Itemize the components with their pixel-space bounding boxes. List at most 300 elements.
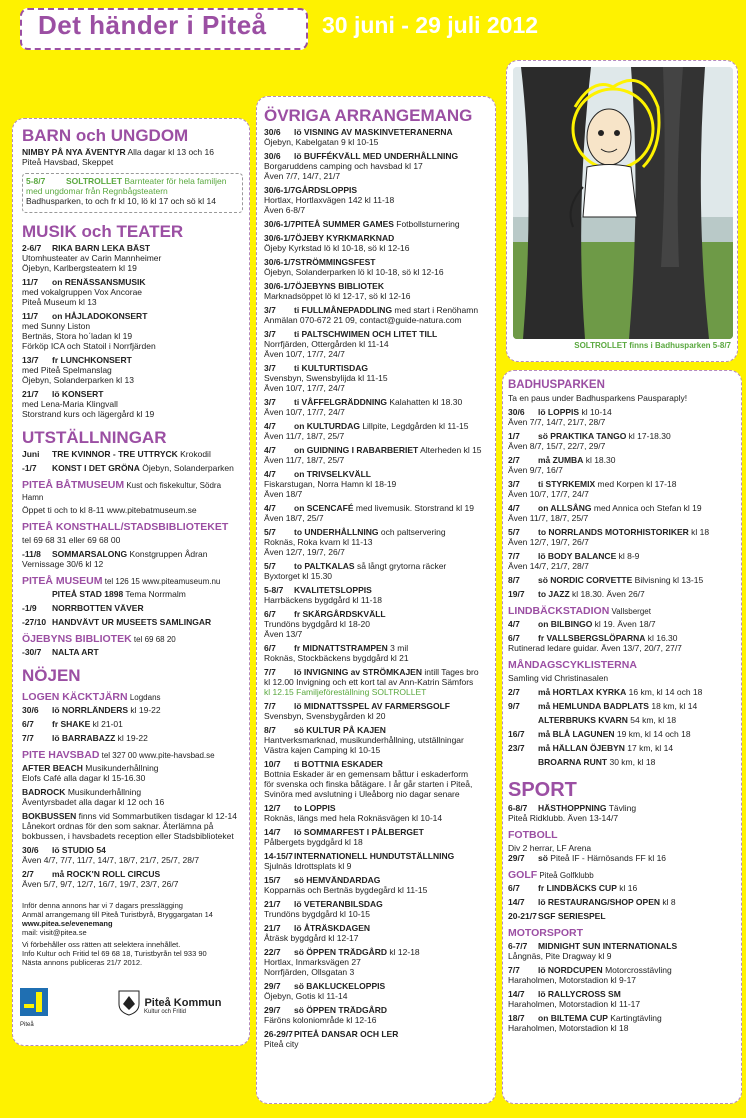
event-item bbox=[22, 147, 243, 167]
event-item bbox=[508, 911, 735, 921]
event-title: on RENÄSSANSMUSIK bbox=[52, 277, 146, 287]
event-title: TRE KVINNOR - TRE UTTRYCK bbox=[52, 449, 178, 459]
event-date: 2-6/7 bbox=[22, 243, 42, 253]
event-details: Öjebyn, Solanderparken lö kl 10-18, sö kl 12-16 bbox=[264, 267, 444, 277]
event-title: lö VETERANBILSDAG bbox=[294, 899, 383, 909]
event-title: to JAZZ bbox=[538, 589, 570, 599]
event-desc: kl 8 bbox=[660, 897, 676, 907]
event-item bbox=[264, 899, 489, 919]
event-item bbox=[508, 965, 735, 985]
event-item bbox=[508, 589, 735, 599]
event-title: on GUIDNING I RABARBERIET bbox=[294, 445, 419, 455]
event-title: lö LOPPIS bbox=[538, 407, 580, 417]
event-desc: med start i Renöhamn bbox=[392, 305, 479, 315]
section-ovriga-heading: ÖVRIGA ARRANGEMANG bbox=[264, 106, 473, 125]
event-item bbox=[508, 479, 735, 499]
event-item bbox=[508, 729, 735, 739]
event-date: 7/7 bbox=[508, 551, 520, 561]
event-desc: Konstgruppen Ådran bbox=[127, 549, 208, 559]
event-title: to PALTKALAS bbox=[294, 561, 355, 571]
event-desc: 16 km, kl 14 och 18 bbox=[626, 687, 703, 697]
event-details: Byxtorget kl 15.30 bbox=[264, 571, 333, 581]
event-details: Svensbyn, Svensbygården kl 20 bbox=[264, 711, 386, 721]
event-title: NORRBOTTEN VÄVER bbox=[52, 603, 144, 613]
event-title: ti VÅFFELGRÄDDNING bbox=[294, 397, 388, 407]
event-details: Även 10/7, 17/7, 24/7 bbox=[508, 489, 589, 499]
event-desc: kl 18.30. Även 26/7 bbox=[569, 589, 645, 599]
event-details: Kopparnäs och Bertnäs bygdegård kl 11-15 bbox=[264, 885, 428, 895]
event-item bbox=[508, 407, 735, 427]
event-date: 29/7 bbox=[508, 853, 525, 863]
event-title: ti PALTSCHWIMEN OCH LITET TILL bbox=[294, 329, 438, 339]
event-title: lö VISNING AV MASKINVETERANERNA bbox=[294, 127, 453, 137]
event-date: 23/7 bbox=[508, 743, 525, 753]
event-date: 21/7 bbox=[264, 899, 281, 909]
ojebyn-list bbox=[22, 647, 243, 657]
event-details: Vernissage 30/6 kl 12 bbox=[22, 559, 104, 569]
event-details: Roknäs, Roka kvarn kl 11-13 Även 12/7, 19/7, 26/7 bbox=[264, 537, 373, 557]
event-title: to UNDERHÅLLNING bbox=[294, 527, 379, 537]
event-item bbox=[22, 389, 243, 419]
event-title: MIDNIGHT SUN INTERNATIONALS bbox=[538, 941, 678, 951]
event-title: HÄSTHOPPNING bbox=[538, 803, 607, 813]
event-item bbox=[264, 609, 489, 639]
event-title: STRÖMMINGSFEST bbox=[295, 257, 376, 267]
lind-list bbox=[508, 619, 735, 653]
event-title: to NORRLANDS MOTORHISTORIKER bbox=[538, 527, 689, 537]
event-details: Harrbäckens bygdgård kl 11-18 bbox=[264, 595, 382, 605]
event-title: PITEÅ STAD 1898 bbox=[52, 589, 124, 599]
event-title: lö MIDNATTSSPEL AV FARMERSGOLF bbox=[294, 701, 450, 711]
event-details: Sjulnäs Idrottsplats kl 9 bbox=[264, 861, 352, 871]
event-title: lö BODY BALANCE bbox=[538, 551, 617, 561]
event-desc: och paltservering bbox=[378, 527, 446, 537]
event-title: sö HEMVÄNDARDAG bbox=[294, 875, 381, 885]
event-item bbox=[264, 981, 489, 1001]
event-desc: Bilvisning kl 13-15 bbox=[632, 575, 704, 585]
event-date: 14/7 bbox=[508, 897, 525, 907]
event-details: Även 7/7, 14/7, 21/7, 28/7 bbox=[508, 417, 606, 427]
event-date: 6/7 bbox=[508, 883, 520, 893]
event-date: 10/7 bbox=[264, 759, 281, 769]
event-title: BOKBUSSEN bbox=[22, 811, 77, 821]
event-desc: 18 km, kl 14 bbox=[648, 701, 698, 711]
event-title: ti BOTTNIA ESKADER bbox=[294, 759, 383, 769]
event-date: 30/6 bbox=[264, 127, 281, 137]
event-details: Hantverksmarknad, musikunderhållning, utställningar Västra kajen Camping kl 10-15 bbox=[264, 735, 464, 755]
event-date: -27/10 bbox=[22, 617, 47, 627]
event-details: Även 10/7, 17/7, 24/7 bbox=[264, 407, 345, 417]
logen-heading: LOGEN KÄCKTJÄRN Logdans bbox=[22, 691, 161, 703]
sport-list bbox=[508, 803, 735, 823]
event-date: 2/7 bbox=[508, 455, 520, 465]
event-item bbox=[22, 845, 243, 865]
event-item bbox=[508, 527, 735, 547]
event-title: sö ÖPPEN TRÄDGÅRD bbox=[294, 947, 388, 957]
event-desc: Motorcrosstävling bbox=[602, 965, 672, 975]
pitea-logo: Piteå bbox=[20, 988, 48, 1030]
event-date: 30/6-1/7 bbox=[264, 281, 296, 291]
event-desc: 19 km, kl 14 och 18 bbox=[614, 729, 691, 739]
event-details: Hortlax, Hortlaxvägen 142 kl 11-18 Även 6-8/7 bbox=[264, 195, 395, 215]
event-title: lö RESTAURANG/SHOP OPEN bbox=[538, 897, 661, 907]
event-title: må ZUMBA bbox=[538, 455, 584, 465]
event-details: Trundöns bygdgård kl 18-20 Även 13/7 bbox=[264, 619, 371, 639]
event-item bbox=[22, 277, 243, 307]
event-date: 4/7 bbox=[264, 503, 276, 513]
event-item bbox=[508, 701, 735, 711]
event-date: 6/7 bbox=[264, 609, 276, 619]
event-date: 30/6-1/7 bbox=[264, 219, 296, 229]
event-date: 30/6-1/7 bbox=[264, 257, 296, 267]
event-date: 5/7 bbox=[264, 561, 276, 571]
event-date: 12/7 bbox=[264, 803, 281, 813]
event-date: 18/7 bbox=[508, 1013, 525, 1023]
cykl-list bbox=[508, 687, 735, 767]
event-item bbox=[264, 803, 489, 823]
soltrollet-place: Badhusparken, to och fr kl 10, lö kl 17 och sö kl 14 bbox=[26, 196, 216, 206]
cykl-sub: Samling vid Christinasalen bbox=[508, 673, 609, 683]
event-date: 6/7 bbox=[264, 643, 276, 653]
event-date: -1/7 bbox=[22, 463, 37, 473]
event-date: 13/7 bbox=[22, 355, 39, 365]
event-title: lö RALLYCROSS SM bbox=[538, 989, 621, 999]
event-desc: kl 12-18 bbox=[387, 947, 420, 957]
soltrollet-date: 5-8/7 bbox=[26, 176, 46, 186]
event-details: Även 8/7, 15/7, 22/7, 29/7 bbox=[508, 441, 606, 451]
event-date: 14/7 bbox=[508, 989, 525, 999]
event-title: sö BAKLUCKELOPPIS bbox=[294, 981, 386, 991]
event-item bbox=[508, 743, 735, 753]
fotboll-heading: FOTBOLL bbox=[508, 829, 558, 841]
event-item bbox=[264, 151, 489, 181]
event-desc: kl 16 bbox=[616, 883, 638, 893]
info-line-6: Info Kultur och Fritid tel 69 68 18, Turistbyrån tel 933 90 bbox=[22, 949, 207, 958]
event-title: må ROCK'N ROLL CIRCUS bbox=[52, 869, 161, 879]
column-left bbox=[12, 118, 250, 1046]
section-utst-heading: UTSTÄLLNINGAR bbox=[22, 428, 167, 447]
event-date: 9/7 bbox=[508, 701, 520, 711]
museum-heading: PITEÅ MUSEUM tel 126 15 www.piteamuseum.nu bbox=[22, 575, 221, 587]
info-link[interactable]: www.pitea.se/evenemang bbox=[22, 919, 113, 928]
event-item bbox=[508, 853, 735, 863]
event-note: kl 12.15 Familjeföreställning SOLTROLLET bbox=[264, 687, 427, 697]
event-date: 30/6 bbox=[22, 705, 39, 715]
event-details: med vokalgruppen Vox Ancorae Piteå Museum kl 13 bbox=[22, 287, 143, 307]
event-date: 30/6 bbox=[508, 407, 525, 417]
batmuseum-info: Öppet ti och to kl 8-11 www.pitebatmuseum.se bbox=[22, 505, 197, 515]
event-details: med Piteå Spelmanslag Öjebyn, Solanderparken kl 13 bbox=[22, 365, 134, 385]
museum-list bbox=[22, 589, 243, 627]
event-details: Äventyrsbadet alla dagar kl 12 och 16 bbox=[22, 797, 165, 807]
event-details: Öjebyn, Gotis kl 11-14 bbox=[264, 991, 348, 1001]
event-date: -1/9 bbox=[22, 603, 37, 613]
pitea-logo-icon bbox=[20, 988, 48, 1016]
event-date: 7/7 bbox=[508, 965, 520, 975]
event-item bbox=[264, 219, 489, 229]
event-desc: kl 19. Även 18/7 bbox=[592, 619, 656, 629]
event-item bbox=[264, 305, 489, 325]
event-item bbox=[508, 431, 735, 451]
soltrollet-title: SOLTROLLET bbox=[66, 176, 123, 186]
havsbad-list bbox=[22, 763, 243, 889]
fotboll-list bbox=[508, 853, 735, 863]
event-item bbox=[22, 763, 243, 783]
event-item bbox=[264, 827, 489, 847]
event-desc: finns vid Sommarbutiken tisdagar kl 12-14 bbox=[76, 811, 237, 821]
event-item bbox=[22, 355, 243, 385]
event-title: AFTER BEACH bbox=[22, 763, 83, 773]
event-item bbox=[264, 445, 489, 465]
soltrollet-box bbox=[22, 173, 243, 213]
event-desc: kl 19-22 bbox=[115, 733, 148, 743]
event-item bbox=[264, 947, 489, 977]
golf-heading: GOLF Piteå Golfklubb bbox=[508, 869, 594, 881]
event-details: Roknäs, Stockbäckens bygdgård kl 21 bbox=[264, 653, 409, 663]
event-item bbox=[22, 733, 243, 743]
event-details: Hortlax, Inmarksvägen 27 Norrfjärden, Ollsgatan 3 bbox=[264, 957, 361, 977]
event-date: 6/7 bbox=[508, 633, 520, 643]
page-title: Det händer i Piteå bbox=[38, 10, 267, 40]
event-title: sö KULTUR PÅ KAJEN bbox=[294, 725, 386, 735]
event-title: PITEÅ DANSAR OCH LER bbox=[294, 1029, 399, 1039]
event-desc: kl 16.30 bbox=[645, 633, 678, 643]
event-item bbox=[508, 619, 735, 629]
konsthall-phone: tel 69 68 31 eller 69 68 00 bbox=[22, 535, 121, 545]
event-item bbox=[22, 787, 243, 807]
event-date: 7/7 bbox=[22, 733, 34, 743]
event-details: Marknadsöppet lö kl 12-17, sö kl 12-16 bbox=[264, 291, 411, 301]
event-item bbox=[264, 363, 489, 393]
event-title: lö BUFFÉKVÄLL MED UNDERHÅLLNING bbox=[294, 151, 459, 161]
event-details: Borgaruddens camping och havsbad kl 17 Även 7/7, 14/7, 21/7 bbox=[264, 161, 423, 181]
event-date: 6-7/7 bbox=[508, 941, 528, 951]
event-item bbox=[264, 329, 489, 359]
event-date: -11/8 bbox=[22, 549, 41, 559]
event-item bbox=[508, 715, 735, 725]
event-item bbox=[508, 1013, 735, 1033]
event-details: Lånekort ordnas för den som saknar. Återlämna på bokbussen, i havsbadets reception eller Stadsbiblioteket bbox=[22, 821, 234, 841]
event-desc: Alla dagar kl 13 och 16 bbox=[125, 147, 214, 157]
event-details: Piteå Havsbad, Skeppet bbox=[22, 157, 114, 167]
event-date: 5/7 bbox=[508, 527, 520, 537]
event-item bbox=[264, 667, 489, 697]
event-date: 19/7 bbox=[508, 589, 525, 599]
event-item bbox=[264, 185, 489, 215]
event-desc: kl 19-22 bbox=[128, 705, 161, 715]
event-desc: kl 21-01 bbox=[90, 719, 123, 729]
event-date: 30/6-1/7 bbox=[264, 233, 296, 243]
event-title: fr LINDBÄCKS CUP bbox=[538, 883, 617, 893]
event-item bbox=[508, 633, 735, 653]
event-date: 4/7 bbox=[264, 469, 276, 479]
batmuseum-heading: PITEÅ BÅTMUSEUM Kust och fiskekultur, Södra Hamn bbox=[22, 479, 222, 502]
event-desc: Öjebyn, Solanderparken bbox=[139, 463, 234, 473]
event-title: ti FULLMÅNEPADDLING bbox=[294, 305, 393, 315]
event-details: Även 4/7, 7/7, 11/7, 14/7, 18/7, 21/7, 25/7, 28/7 bbox=[22, 855, 200, 865]
event-date: 11/7 bbox=[22, 277, 39, 287]
event-details: kl 12.00 Invigning och ett kort tal av Ann-Katrin Sämfors bbox=[264, 677, 474, 687]
event-details: Utomhusteater av Carin Mannheimer Öjebyn, Karlbergsteatern kl 19 bbox=[22, 253, 162, 273]
event-item bbox=[264, 1029, 489, 1049]
event-title: lö SOMMARFEST I PÅLBERGET bbox=[294, 827, 424, 837]
event-item bbox=[508, 551, 735, 571]
event-details: med Sunny Liston Bertnäs, Stora hoˊladan kl 19 Förköp ICA och Statoil i Norrfjärden bbox=[22, 321, 156, 351]
event-title: ti STYRKEMIX bbox=[538, 479, 596, 489]
event-date: 3/7 bbox=[264, 305, 276, 315]
event-date: -30/7 bbox=[22, 647, 42, 657]
musik-list bbox=[22, 243, 243, 419]
event-details: Roknäs, längs med hela Roknäsvägen kl 10-14 bbox=[264, 813, 443, 823]
event-item bbox=[22, 617, 243, 627]
event-desc: 17 km, kl 14 bbox=[624, 743, 674, 753]
event-title: BROARNA RUNT bbox=[538, 757, 608, 767]
info-mail[interactable]: mail: visit@pitea.se bbox=[22, 928, 87, 937]
badhus-list bbox=[508, 407, 735, 599]
event-desc: Musikunderhållning bbox=[82, 763, 159, 773]
event-item bbox=[264, 397, 489, 417]
event-date: 4/7 bbox=[264, 445, 276, 455]
badhus-intro: Ta en paus under Badhusparkens Pausparaply! bbox=[508, 393, 688, 403]
event-date: Juni bbox=[22, 449, 40, 459]
event-desc: med Annica och Stefan kl 19 bbox=[591, 503, 702, 513]
event-title: lö ÅTRÄSKDAGEN bbox=[294, 923, 371, 933]
event-details: Även 12/7, 19/7, 26/7 bbox=[508, 537, 589, 547]
event-title: må HEMLUNDA BADPLATS bbox=[538, 701, 649, 711]
event-desc: 30 km, kl 18 bbox=[607, 757, 656, 767]
event-desc: med livemusik. Storstrand kl 19 bbox=[353, 503, 474, 513]
fotboll-sub: Div 2 herrar, LF Arena bbox=[508, 843, 592, 853]
event-details: Anmälan 070-672 21 09, contact@guide-natura.com bbox=[264, 315, 462, 325]
event-desc: Piteå IF - Härnösands FF kl 16 bbox=[547, 853, 667, 863]
event-title: NALTA ART bbox=[52, 647, 99, 657]
event-date: 8/7 bbox=[264, 725, 276, 735]
event-desc: kl 18 bbox=[688, 527, 710, 537]
event-title: lö INVIGNING av STRÖMKAJEN bbox=[294, 667, 422, 677]
event-date: 29/7 bbox=[264, 1005, 281, 1015]
event-title: lö BARRABAZZ bbox=[52, 733, 116, 743]
event-date: 29/7 bbox=[264, 981, 281, 991]
event-title: må BLÅ LAGUNEN bbox=[538, 729, 615, 739]
event-title: ALTERBRUKS KVARN bbox=[538, 715, 628, 725]
event-item bbox=[264, 585, 489, 605]
event-item bbox=[22, 811, 243, 841]
column-right bbox=[502, 370, 742, 1104]
event-title: KONST I DET GRÖNA bbox=[52, 463, 140, 473]
event-desc: Kalahatten kl 18.30 bbox=[387, 397, 463, 407]
event-date: 30/6-1/7 bbox=[264, 185, 296, 195]
event-item bbox=[264, 503, 489, 523]
column-middle bbox=[256, 96, 496, 1104]
event-item bbox=[264, 643, 489, 663]
event-date: 6-8/7 bbox=[508, 803, 528, 813]
motor-heading: MOTORSPORT bbox=[508, 927, 584, 939]
event-desc: Fotbollsturnering bbox=[393, 219, 460, 229]
event-desc: 54 km, kl 18 bbox=[627, 715, 677, 725]
event-item bbox=[264, 923, 489, 943]
section-sport-heading: SPORT bbox=[508, 779, 577, 801]
soltrollet-desc: Barnteater för hela familjen bbox=[122, 176, 227, 186]
event-date: 3/7 bbox=[264, 363, 276, 373]
utst-list bbox=[22, 449, 243, 473]
info-line-2: Anmäl arrangemang till Piteå Turistbyrå, Bryggargatan 14 bbox=[22, 910, 213, 919]
event-date: 3/7 bbox=[264, 329, 276, 339]
lind-heading: LINDBÄCKSTADION Vallsberget bbox=[508, 605, 651, 617]
event-item bbox=[22, 243, 243, 273]
event-date: 4/7 bbox=[264, 421, 276, 431]
event-date: 4/7 bbox=[508, 503, 520, 513]
event-date: 11/7 bbox=[22, 311, 39, 321]
event-date: 21/7 bbox=[22, 389, 39, 399]
event-title: on ALLSÅNG bbox=[538, 503, 592, 513]
event-details: Piteå Ridklubb. Även 13-14/7 bbox=[508, 813, 619, 823]
event-date: 14-15/7 bbox=[264, 851, 293, 861]
event-item bbox=[508, 687, 735, 697]
event-date: 5-8/7 bbox=[264, 585, 284, 595]
event-title: må HORTLAX KYRKA bbox=[538, 687, 627, 697]
event-title: sö bbox=[538, 853, 548, 863]
event-title: on SCENCAFÉ bbox=[294, 503, 354, 513]
event-date: 8/7 bbox=[508, 575, 520, 585]
section-musik-heading: MUSIK och TEATER bbox=[22, 222, 184, 241]
event-item bbox=[508, 897, 735, 907]
coat-of-arms-icon bbox=[118, 990, 140, 1016]
badhus-heading: BADHUSPARKEN bbox=[508, 379, 605, 391]
event-details: med Lena-Maria Klingvall Storstrand kurs och lägergård kl 19 bbox=[22, 399, 155, 419]
ovriga-list bbox=[264, 127, 489, 1049]
event-title: INTERNATIONELL HUNDUTSTÄLLNING bbox=[294, 851, 455, 861]
event-title: BADROCK bbox=[22, 787, 66, 797]
event-desc: så långt grytorna räcker bbox=[354, 561, 447, 571]
event-details: Långnäs, Pite Dragway kl 9 bbox=[508, 951, 612, 961]
event-item bbox=[22, 311, 243, 351]
tree-illustration bbox=[513, 67, 733, 339]
event-desc: 3 mil bbox=[387, 643, 409, 653]
event-title: fr LUNCHKONSERT bbox=[52, 355, 132, 365]
event-item bbox=[264, 127, 489, 147]
event-item bbox=[264, 725, 489, 755]
event-desc: kl 8-9 bbox=[616, 551, 640, 561]
event-date: 5/7 bbox=[264, 527, 276, 537]
event-details: Svensbyn, Swensbylijda kl 11-15 Även 10/7, 17/7, 24/7 bbox=[264, 373, 388, 393]
event-details: Öjeby Kyrkstad lö kl 10-18, sö kl 12-16 bbox=[264, 243, 410, 253]
event-item bbox=[264, 421, 489, 441]
event-item bbox=[264, 469, 489, 499]
event-item bbox=[22, 719, 243, 729]
event-date: 7/7 bbox=[264, 667, 276, 677]
event-title: on KULTURDAG bbox=[294, 421, 360, 431]
event-date: 26-29/7 bbox=[264, 1029, 293, 1039]
event-details: Piteå city bbox=[264, 1039, 299, 1049]
konsthall-heading: PITEÅ KONSTHALL/STADSBIBLIOTEKET bbox=[22, 521, 229, 533]
event-title: KVALITETSLOPPIS bbox=[294, 585, 372, 595]
event-details: Pålbergets bygdgård kl 18 bbox=[264, 837, 363, 847]
event-date: 7/7 bbox=[264, 701, 276, 711]
havsbad-heading: PITE HAVSBAD tel 327 00 www.pite-havsbad.se bbox=[22, 749, 215, 761]
barn-list bbox=[22, 147, 243, 167]
event-title: ti KULTURTISDAG bbox=[294, 363, 368, 373]
event-title: on BILBINGO bbox=[538, 619, 593, 629]
event-desc: intill Tages bro bbox=[422, 667, 479, 677]
event-date: 6/7 bbox=[22, 719, 34, 729]
event-details: Bottnia Eskader är en gemensam båttur i eskaderform för svenska och finska båtägare. I år går starten i Piteå, Svinöra med avslutning i Uleåborg nio dagar senare bbox=[264, 769, 473, 799]
event-item bbox=[508, 455, 735, 475]
event-title: fr VALLSBERGSLÖPARNA bbox=[538, 633, 646, 643]
event-item bbox=[508, 503, 735, 523]
event-title: on HÅJLADOKONSERT bbox=[52, 311, 148, 321]
event-title: HANDVÄVT UR MUSEETS SAMLINGAR bbox=[52, 617, 212, 627]
event-title: to LOPPIS bbox=[294, 803, 336, 813]
